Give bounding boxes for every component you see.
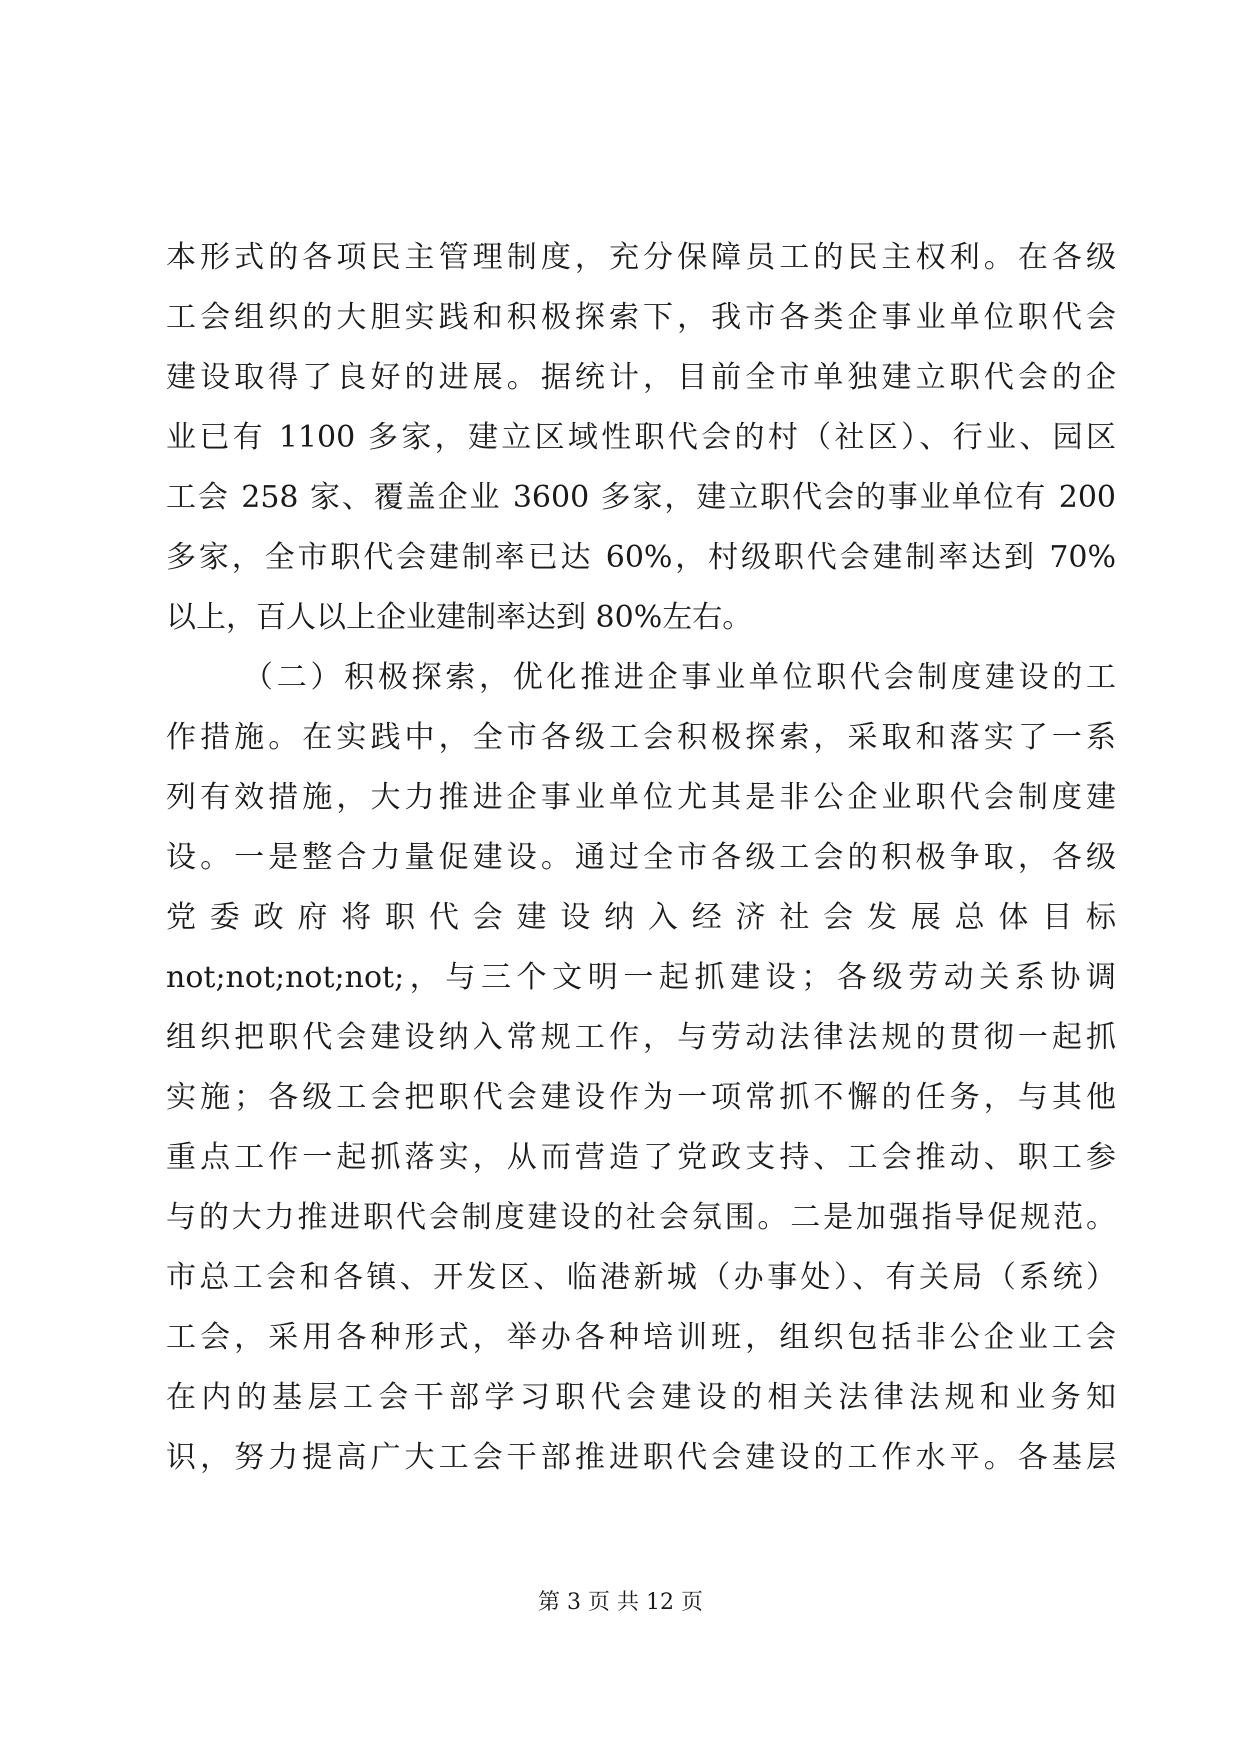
text-line: 与的大力推进职代会制度建设的社会氛围。二是加强指导促规范。 <box>166 1200 1116 1235</box>
text-line: 列有效措施，大力推进企事业单位尤其是非公企业职代会制度建 <box>166 780 1116 815</box>
text-line: 工会 258 家、覆盖企业 3600 多家，建立职代会的事业单位有 200 <box>166 480 1116 515</box>
text-line: not;not;not;not;，与三个文明一起抓建设；各级劳动关系协调 <box>166 960 1116 995</box>
text-line: 设。一是整合力量促建设。通过全市各级工会的积极争取，各级 <box>166 840 1116 875</box>
text-line: 实施；各级工会把职代会建设作为一项常抓不懈的任务，与其他 <box>166 1080 1116 1115</box>
text-line: 组织把职代会建设纳入常规工作，与劳动法律法规的贯彻一起抓 <box>166 1020 1116 1055</box>
text-line: 重点工作一起抓落实，从而营造了党政支持、工会推动、职工参 <box>166 1140 1116 1175</box>
text-line: 市总工会和各镇、开发区、临港新城（办事处）、有关局（系统） <box>166 1260 1116 1295</box>
text-line: 多家，全市职代会建制率已达 60%，村级职代会建制率达到 70% <box>166 540 1116 575</box>
text-line: 建设取得了良好的进展。据统计，目前全市单独建立职代会的企 <box>166 360 1116 395</box>
text-line: 识，努力提高广大工会干部推进职代会建设的工作水平。各基层 <box>166 1440 1116 1475</box>
text-line: 业已有 1100 多家，建立区域性职代会的村（社区）、行业、园区 <box>166 420 1116 455</box>
section-heading-line: （二）积极探索，优化推进企事业单位职代会制度建设的工 <box>243 660 1116 695</box>
text-line: 党委政府将职代会建设纳入经济社会发展总体目标 <box>166 900 1116 935</box>
text-line: 工会，采用各种形式，举办各种培训班，组织包括非公企业工会 <box>166 1320 1116 1355</box>
text-line: 作措施。在实践中，全市各级工会积极探索，采取和落实了一系 <box>166 720 1116 755</box>
page-number-footer: 第 3 页 共 12 页 <box>538 1590 703 1615</box>
text-line: 本形式的各项民主管理制度，充分保障员工的民主权利。在各级 <box>166 240 1116 275</box>
text-line: 工会组织的大胆实践和积极探索下，我市各类企事业单位职代会 <box>166 300 1116 335</box>
text-line: 在内的基层工会干部学习职代会建设的相关法律法规和业务知 <box>166 1380 1116 1415</box>
text-line: 以上，百人以上企业建制率达到 80%左右。 <box>166 600 753 635</box>
